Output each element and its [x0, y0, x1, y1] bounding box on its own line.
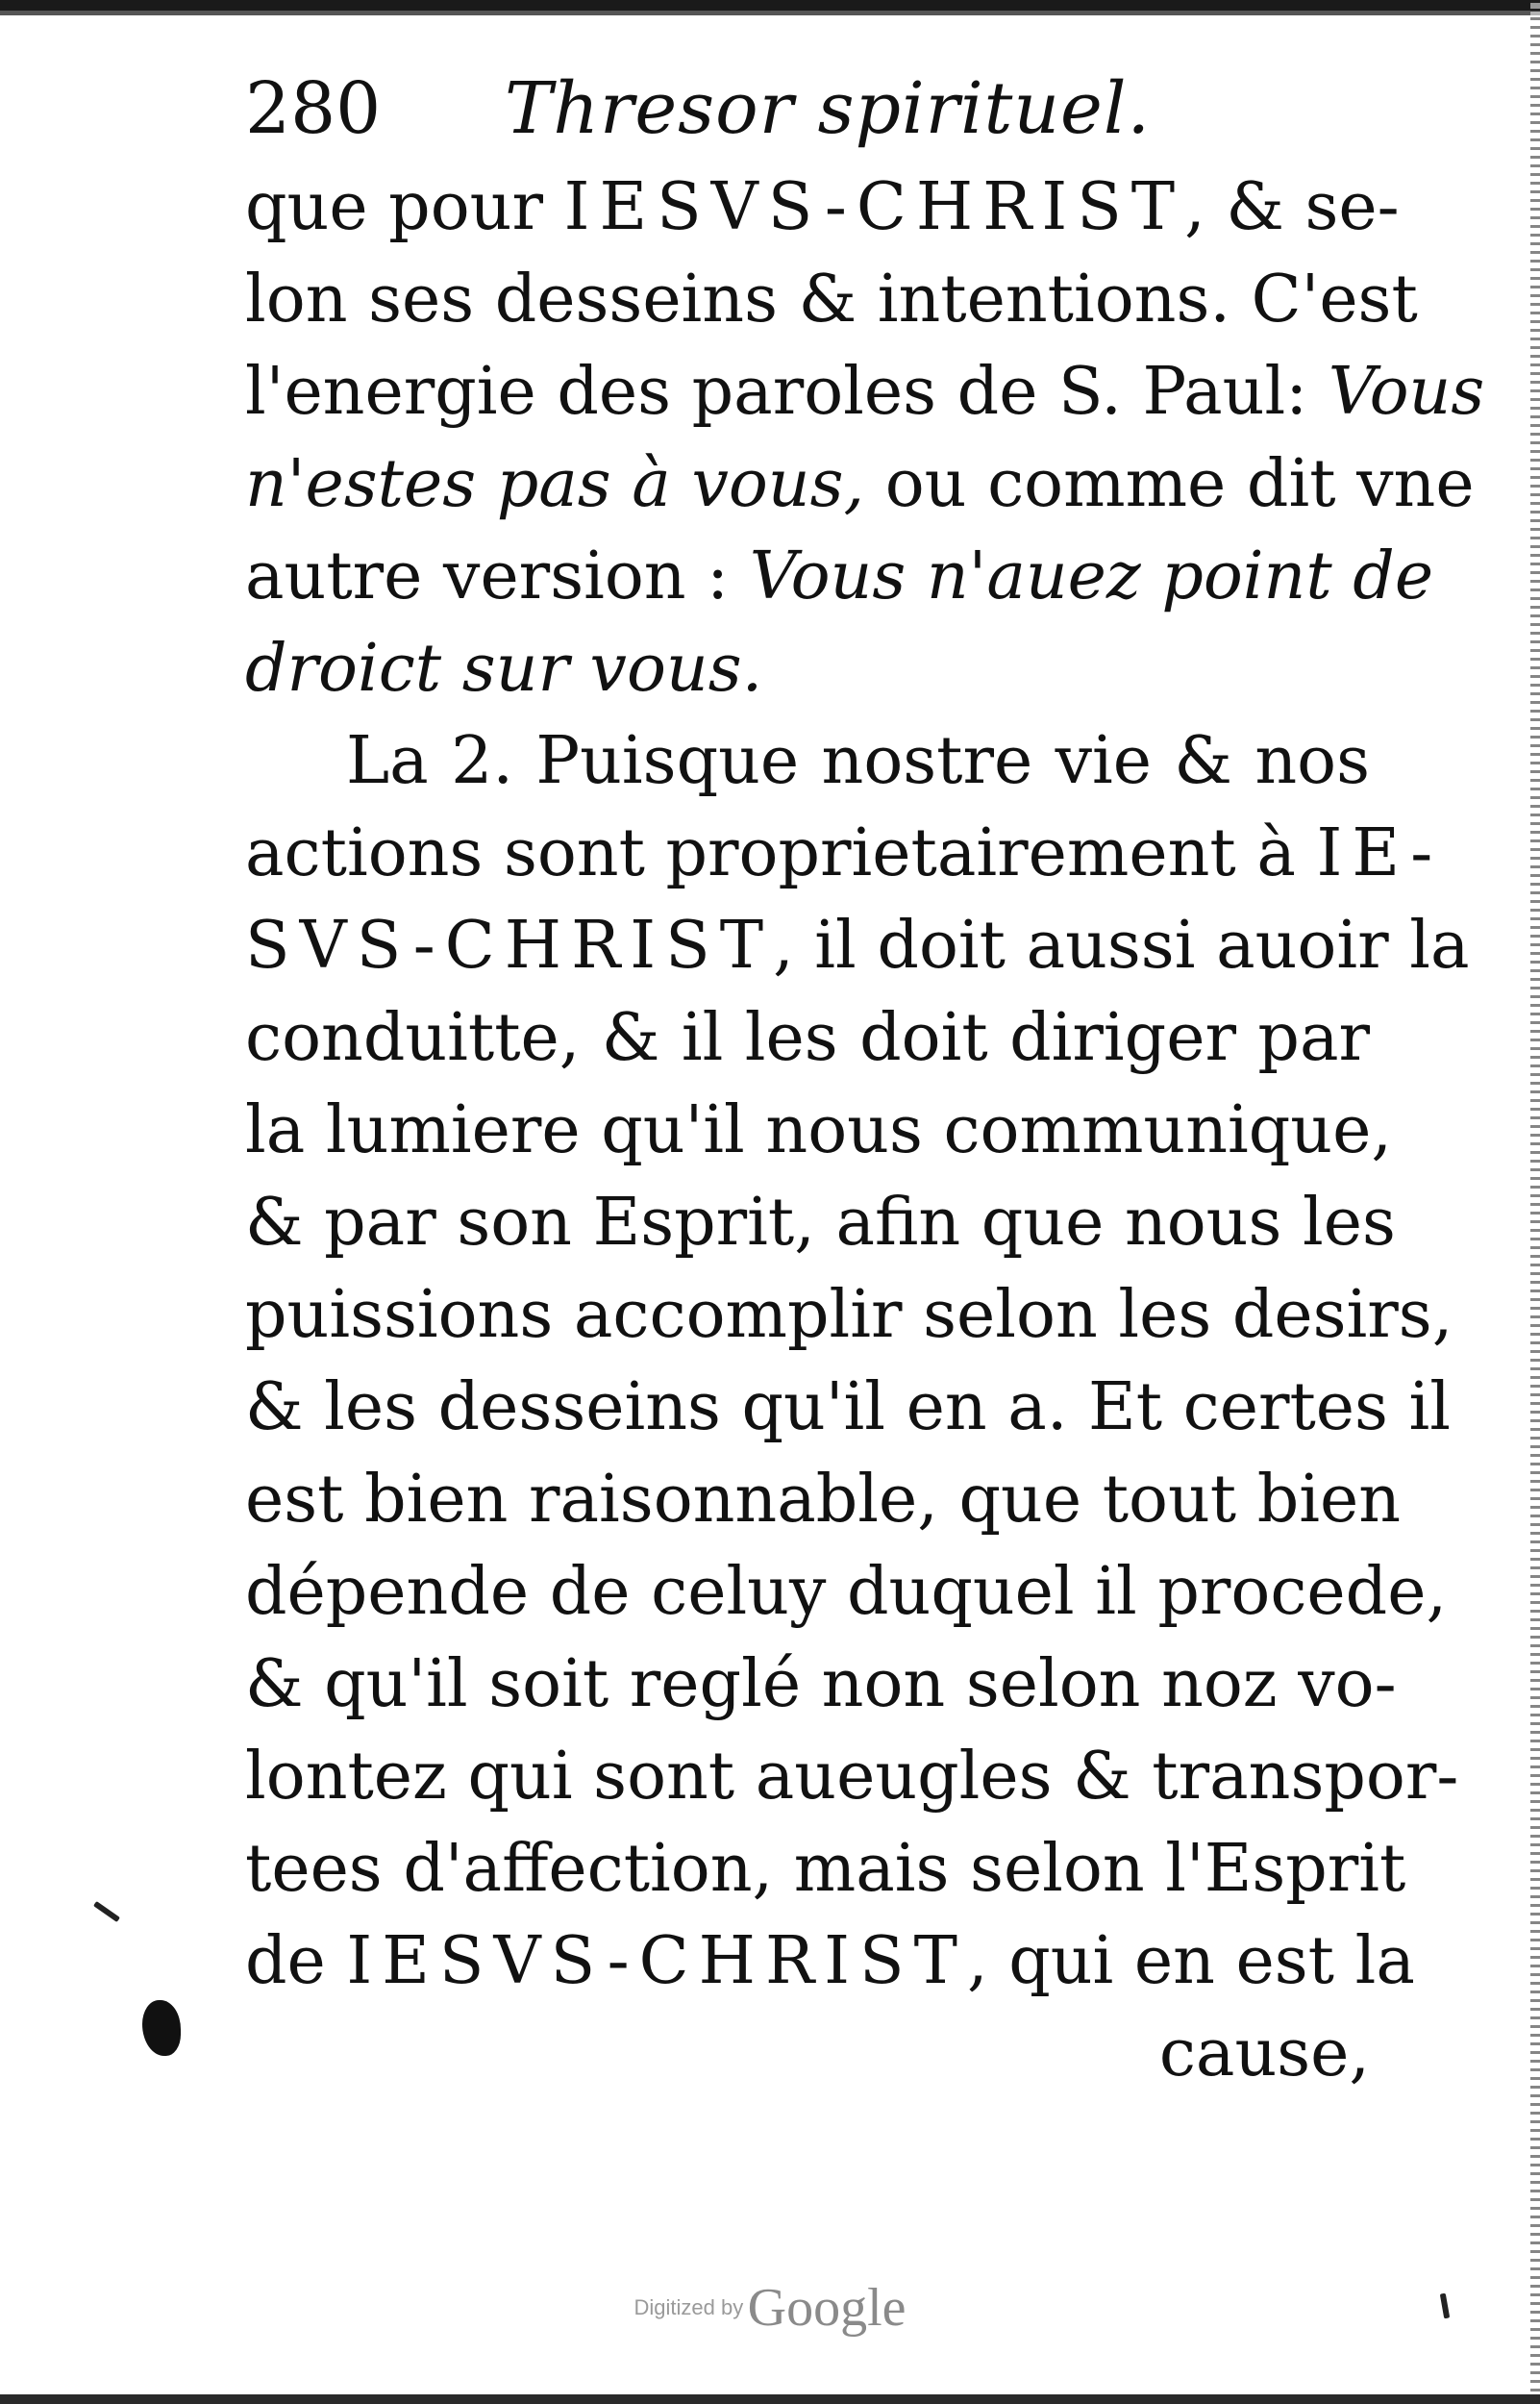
body-text: [245, 162, 1485, 2100]
ink-blot: [142, 2000, 181, 2056]
italic-quote: Vous: [1328, 354, 1485, 430]
running-title: Thresor spirituel.: [505, 67, 1152, 150]
text-line: [245, 346, 1485, 438]
text-line: [245, 1454, 1402, 1546]
name-smallcaps: SVS-CHRIST: [245, 908, 774, 984]
text-segment: & les desseins qu'il en a. Et certes il: [245, 1369, 1452, 1445]
text-line: [245, 1639, 1397, 1731]
digitized-label: Digitized by: [633, 2295, 744, 2319]
text-line: [245, 1823, 1406, 1916]
text-segment: est bien raisonnable, que tout bien: [245, 1462, 1402, 1538]
text-line: [245, 623, 1370, 715]
text-segment: , qui en est la: [966, 1923, 1415, 1999]
name-smallcaps: IE-: [1316, 815, 1443, 891]
text-segment: & qu'il soit reglé non selon noz vo-: [245, 1646, 1397, 1722]
text-line: [245, 1916, 1415, 2008]
text-line: [245, 1177, 1396, 1269]
text-line: [245, 162, 1400, 254]
catchword: [245, 2008, 1370, 2100]
google-logo: Google: [747, 2278, 907, 2338]
name-smallcaps: IESVS-CHRIST: [563, 169, 1185, 245]
stray-mark: [93, 1901, 120, 1922]
text-segment: que pour: [245, 169, 564, 245]
text-line: [245, 1085, 1392, 1177]
text-segment: autre version :: [245, 538, 750, 614]
text-line: [245, 900, 1470, 992]
text-segment: la lumiere qu'il nous communique,: [245, 1092, 1392, 1168]
text-segment: , il doit aussi auoir la: [773, 908, 1470, 984]
text-line: [245, 1362, 1452, 1454]
book-page: [245, 56, 1485, 2100]
bottom-border: [0, 2394, 1540, 2404]
top-border: [0, 0, 1540, 15]
text-segment: tees d'affection, mais selon l'Esprit: [245, 1831, 1406, 1907]
text-segment: de: [245, 1923, 347, 1999]
text-segment: puissions accomplir selon les desirs,: [245, 1277, 1453, 1353]
text-segment: La 2. Puisque nostre vie & nos: [346, 723, 1370, 799]
text-line: [245, 1269, 1453, 1362]
italic-quote: droict sur vous.: [245, 631, 763, 707]
text-segment: l'energie des paroles de S. Paul:: [245, 354, 1329, 430]
text-segment: , & se-: [1184, 169, 1400, 245]
text-line: [245, 715, 1370, 808]
text-segment: actions sont proprietairement à: [245, 815, 1317, 891]
text-segment: dépende de celuy duquel il procede,: [245, 1554, 1448, 1630]
text-segment: lon ses desseins & intentions. C'est: [245, 262, 1418, 338]
digitization-watermark: [0, 2277, 1540, 2339]
page-edge-shadow: [1530, 0, 1540, 2404]
text-segment: & par son Esprit, afin que nous les: [245, 1185, 1396, 1261]
italic-quote: Vous n'auez point de: [749, 538, 1434, 614]
running-head: [245, 56, 1370, 162]
text-line: [245, 1546, 1448, 1639]
text-line: [245, 1731, 1459, 1823]
text-line: [245, 438, 1475, 531]
name-smallcaps: IESVS-CHRIST: [346, 1923, 967, 1999]
page-number: 280: [245, 67, 382, 150]
text-segment: lontez qui sont aueugles & transpor-: [245, 1739, 1459, 1815]
text-segment: conduitte, & il les doit diriger par: [245, 1000, 1370, 1076]
text-line: [245, 992, 1370, 1085]
italic-quote: n'estes pas à vous,: [245, 446, 865, 522]
text-segment: cause,: [1158, 2016, 1370, 2091]
text-line: [245, 531, 1434, 623]
text-segment: ou comme dit vne: [864, 446, 1475, 522]
text-line: [245, 254, 1418, 346]
text-line: [245, 808, 1443, 900]
